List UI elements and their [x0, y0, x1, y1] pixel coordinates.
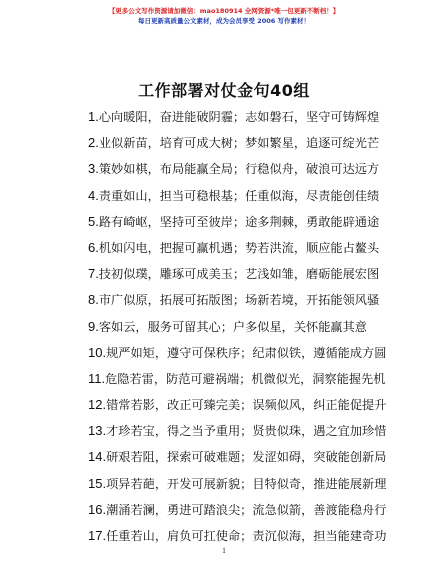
item-text: 责重如山，担当可稳根基；任重似海，尽责能创佳绩	[98, 188, 380, 203]
item-number: 17.	[88, 528, 107, 543]
list-item	[88, 497, 428, 523]
item-number: 15.	[88, 475, 107, 491]
item-number: 3.	[88, 161, 99, 177]
page-number: 1	[222, 546, 226, 555]
list-item	[88, 130, 428, 156]
item-text: 潮涌若澜，勇进可踏浪尖；流急似箭，善渡能稳舟行	[106, 502, 387, 517]
list-item	[88, 366, 428, 392]
list-item	[88, 183, 428, 209]
promo-line-2: 每日更新高质量公文素材，成为会员享受 2006 写作素材！	[137, 17, 311, 25]
list-item	[88, 104, 428, 130]
item-text: 路有崎岖，坚持可至彼岸；途多荆棘，勇敢能辟通途	[98, 214, 380, 229]
item-text: 危隐若雷，防范可避祸端；机微似光，洞察能握先机	[105, 371, 386, 386]
list-item	[88, 261, 428, 287]
item-number: 16.	[88, 501, 107, 517]
item-text: 机如闪电，把握可赢机遇；势若洪流，顺应能占鳌头	[98, 240, 380, 255]
item-number: 14.	[88, 449, 107, 465]
phrase-list	[88, 104, 428, 549]
list-item	[88, 287, 428, 313]
item-number: 12.	[88, 397, 107, 413]
promo-line-1: 【更多公文写作资源请加微信：mao180914 全网资源*唯一包更新不断档！】	[108, 7, 340, 15]
item-number: 4.	[88, 187, 99, 203]
item-number: 10.	[88, 344, 107, 360]
item-text: 任重若山，肩负可扛使命；责沉似海，担当能建奇功	[106, 529, 387, 543]
item-number: 1.	[88, 109, 99, 124]
list-item	[88, 471, 428, 497]
list-item	[88, 156, 428, 182]
list-item	[88, 314, 428, 340]
list-item	[88, 392, 428, 418]
item-number: 6.	[88, 239, 99, 255]
list-item	[88, 235, 428, 261]
item-text: 市广似原，拓展可拓版图；场新若境，开拓能领风骚	[98, 293, 380, 308]
item-number: 7.	[88, 266, 99, 282]
item-text: 业似新苗，培育可成大树；梦如繁星，追逐可绽光芒	[98, 136, 380, 151]
item-text: 才珍若宝，得之当予重用；贤贵似珠，遇之宜加珍惜	[106, 424, 387, 439]
list-item	[88, 340, 428, 366]
item-text: 技初似璞，雕琢可成美玉；艺浅如雏，磨砺能展宏图	[98, 267, 380, 282]
item-text: 客如云，服务可留其心；户多似星，关怀能赢其意	[98, 319, 367, 334]
list-item	[88, 418, 428, 444]
item-text: 错常若影，改正可臻完美；误频似风，纠正能促提升	[106, 398, 387, 413]
item-text: 项异若葩，开发可展新貌；目特似奇，推进能展新理	[106, 476, 387, 491]
item-number: 9.	[88, 318, 99, 334]
list-item	[88, 444, 428, 470]
item-number: 13.	[88, 423, 107, 439]
list-item	[88, 209, 428, 235]
item-text: 心向暖阳，奋进能破阴霾；志如磐石，坚守可铸辉煌	[98, 110, 380, 124]
item-number: 11.	[88, 370, 106, 386]
item-text: 规严如矩，遵守可保秩序；纪肃似铁，遵循能成方圆	[106, 345, 387, 360]
promo-banner	[0, 6, 448, 26]
item-number: 5.	[88, 213, 99, 229]
item-number: 8.	[88, 292, 99, 308]
item-number: 2.	[88, 135, 99, 151]
item-text: 策妙如棋，布局能赢全局；行稳似舟，破浪可达远方	[98, 162, 380, 177]
item-text: 研艰若阻，探索可破难题；发涩如碍，突破能创新局	[106, 450, 387, 465]
document-title: 工作部署对仗金句40组	[138, 81, 310, 100]
